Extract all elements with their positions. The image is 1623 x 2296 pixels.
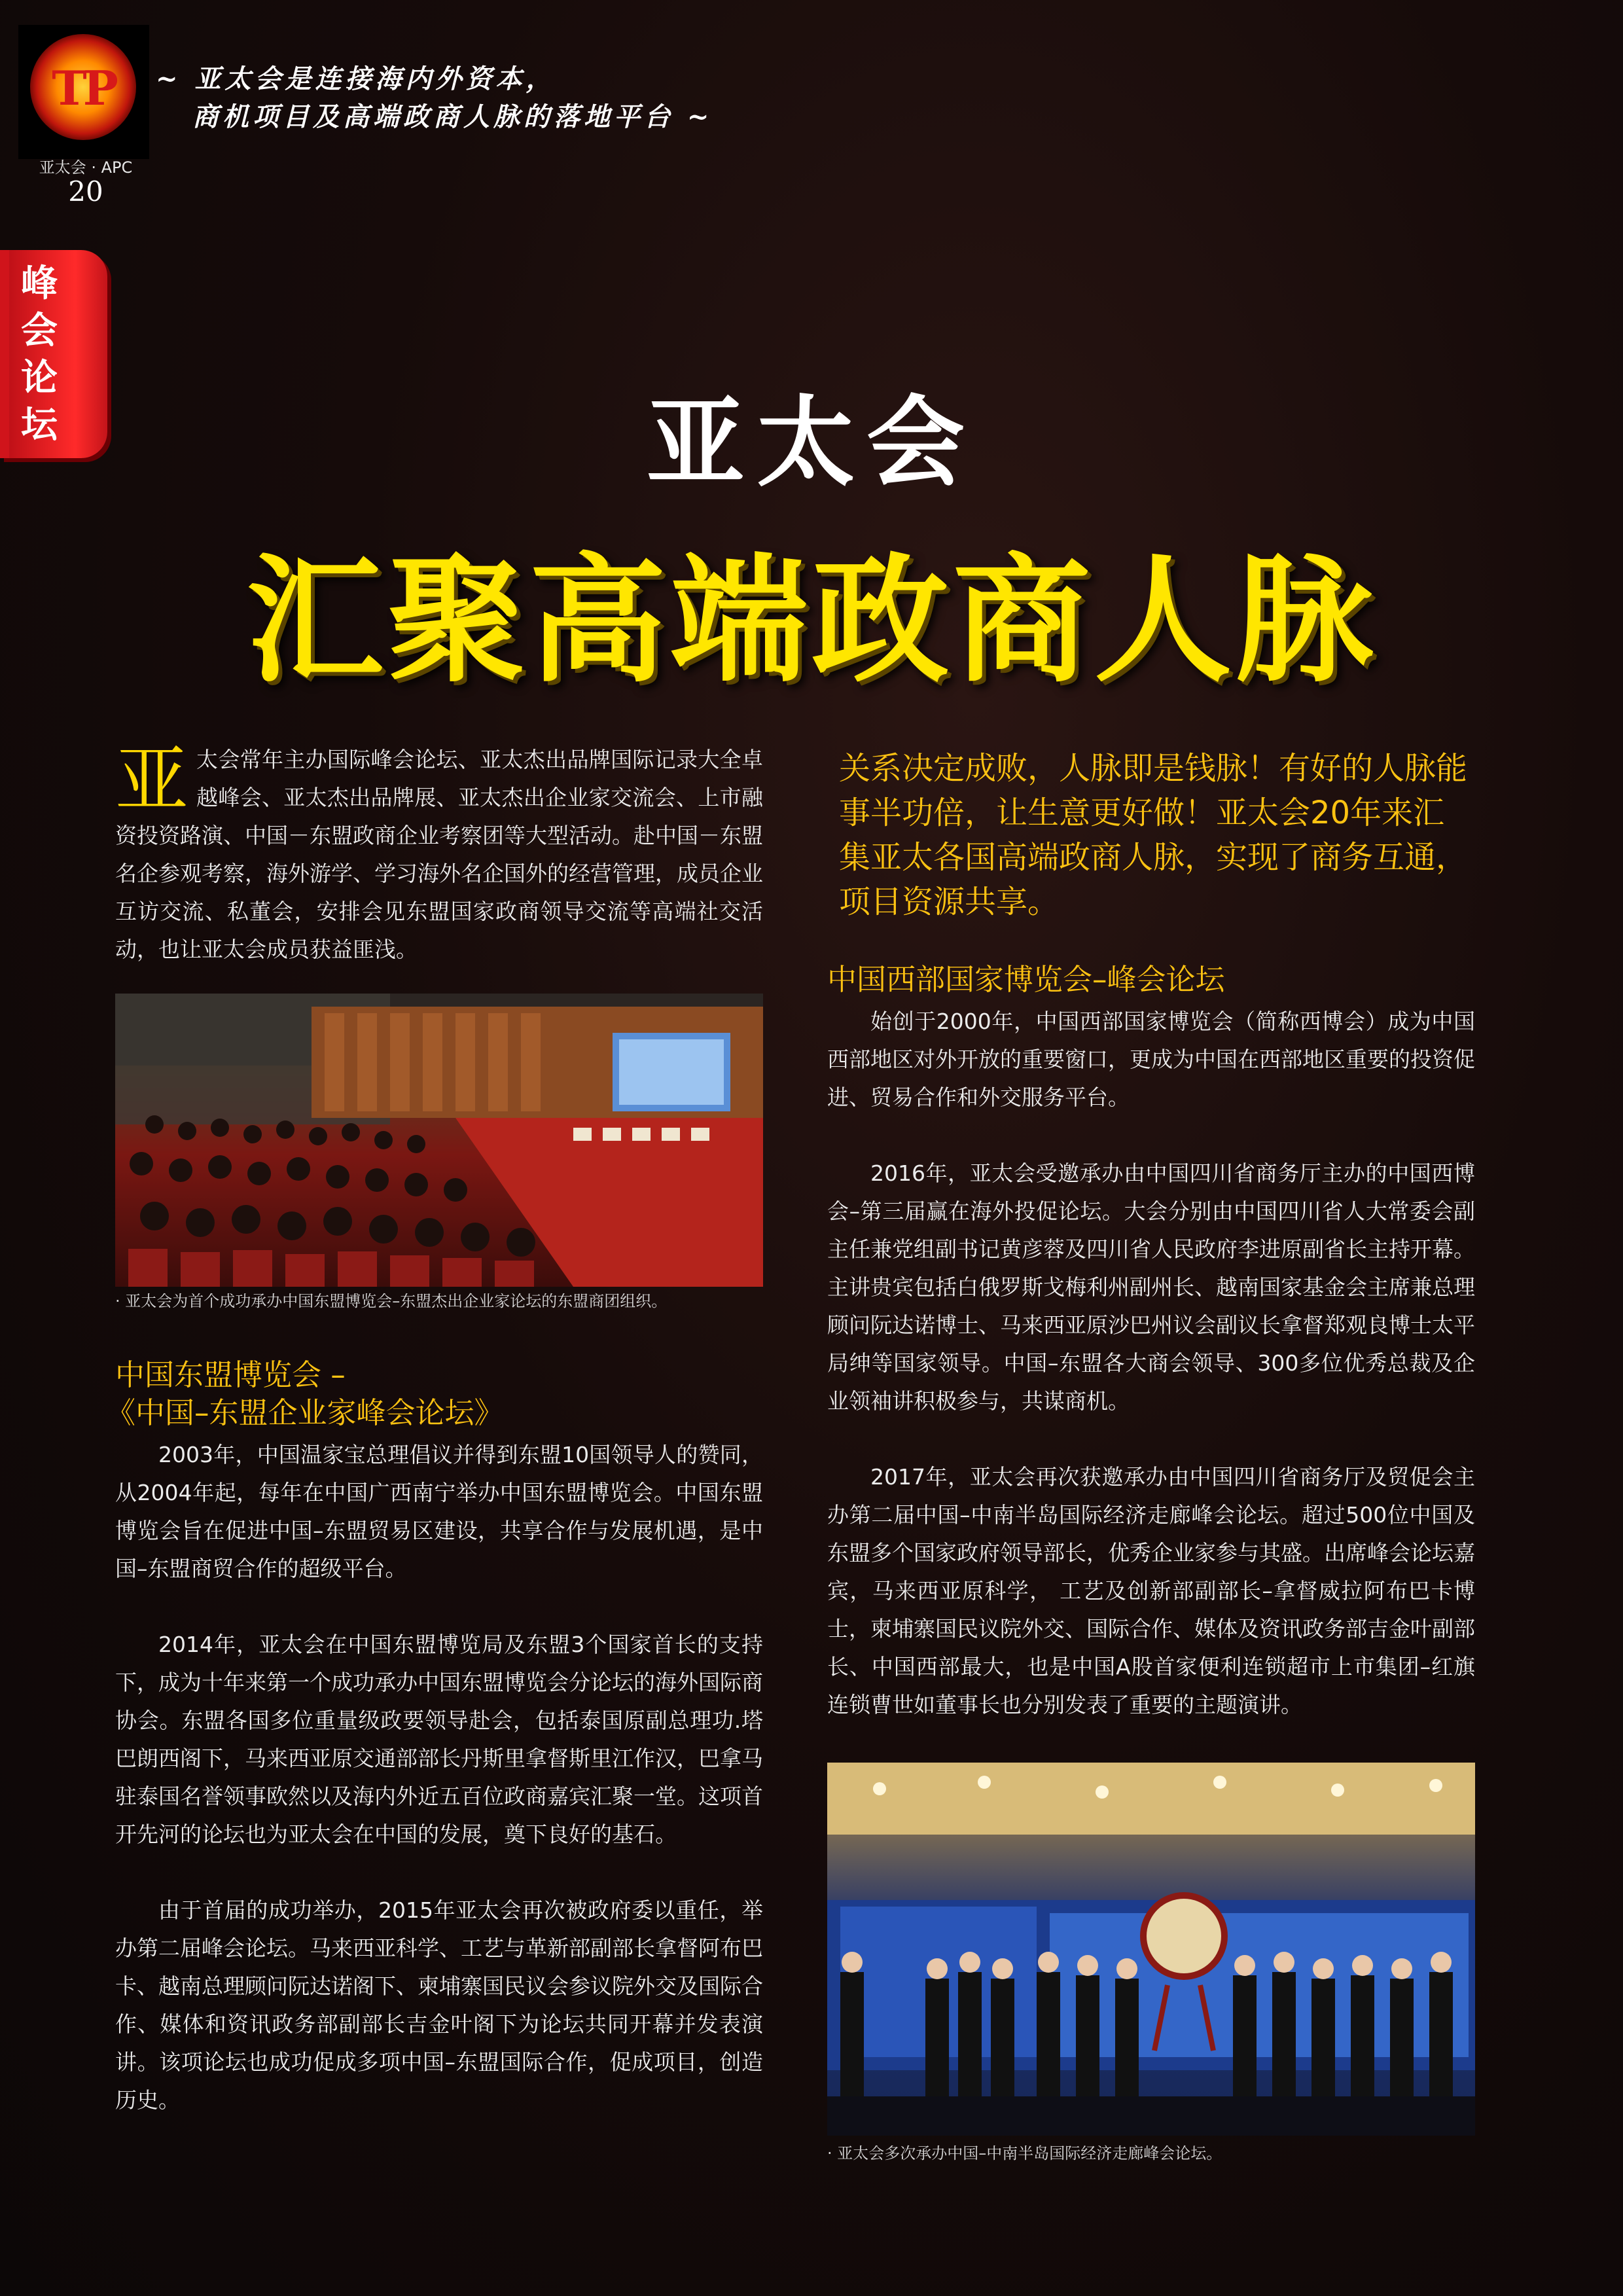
logo-text: TP bbox=[52, 60, 115, 116]
section-right-heading: 中国西部国家博览会–峰会论坛 bbox=[827, 962, 1225, 997]
intro-text: 太会常年主办国际峰会论坛、亚太杰出品牌国际记录大全卓越峰会、亚太杰出品牌展、亚太杰出企业家交流会、上市融资投资路演、中国－东盟政商企业考察团等大型活动。赴中国－东盟名企参观考察，海外游学、学习海外名企国外的经营管理，成员企业互访交流、私董会，安排会见东盟国家政商领导交流等高端社交活动，也让亚太会成员获益匪浅。 bbox=[115, 747, 763, 962]
section-right-paragraph-2: 2016年，亚太会受邀承办由中国四川省商务厅主办的中国西博会–第三届赢在海外投促论坛。大会分别由中国四川省人大常委会副主任兼党组副书记黄彦蓉及四川省人民政府李进原副省长主持开幕。主讲贵宾包括白俄罗斯戈梅利州副州长、越南国家基金会主席兼总理顾问阮达诺博士、马来西亚原沙巴州议会副议长拿督郑观良博士太平局绅等国家领导。中国–东盟各大商会领导、300多位优秀总裁及企业领袖讲积极参与，共谋商机。 bbox=[827, 1160, 1475, 1414]
section-left bbox=[106, 1356, 763, 2119]
logo-caption: 亚太会 · APC bbox=[39, 158, 133, 177]
section-tab-label: 峰会论坛 bbox=[21, 262, 58, 446]
conference-hall-photo bbox=[115, 994, 763, 1287]
section-right-paragraph-3: 2017年，亚太会再次获邀承办由中国四川省商务厅及贸促会主办第二届中国–中南半岛国际经济走廊峰会论坛。超过500位中国及东盟多个国家政府领导部长，优秀企业家参与其盛。出席峰会论坛嘉宾，马来西亚原科学， 工艺及创新部副部长–拿督威拉阿布巴卡博士，柬埔寨国民议院外交、国际合作、媒体及资讯政务部吉金叶副部长、中国西部最大，也是中国A股首家便利连锁超市上市集团–红旗连锁曹世如董事长也分别发表了重要的主题演讲。 bbox=[827, 1464, 1475, 1717]
section-left-heading-1: 中国东盟博览会 – bbox=[115, 1357, 346, 1392]
forum-stage-illustration bbox=[827, 1763, 1475, 2136]
photo1-caption: · 亚太会为首个成功承办中国东盟博览会–东盟杰出企业家论坛的东盟商团组织。 bbox=[115, 1292, 668, 1310]
section-right-paragraph-1: 始创于2000年，中国西部国家博览会（简称西博会）成为中国西部地区对外开放的重要窗口，更成为中国在西部地区重要的投资促进、贸易合作和外交服务平台。 bbox=[827, 1009, 1475, 1110]
section-left-paragraph-2: 2014年，亚太会在中国东盟博览局及东盟3个国家首长的支持下，成为十年来第一个成功承办中国东盟博览会分论坛的海外国际商协会。东盟各国多位重量级政要领导赴会，包括泰国原副总理功.塔巴朗西阁下，马来西亚原交通部部长丹斯里拿督斯里江作汉，巴拿马驻泰国名誉领事欧然以及海内外近五百位政商嘉宾汇聚一堂。这项首开先河的论坛也为亚太会在中国的发展，奠下良好的基石。 bbox=[115, 1632, 763, 1847]
drop-cap: 亚 bbox=[115, 738, 188, 823]
page-title: 亚太会 bbox=[646, 385, 976, 500]
section-left-paragraph-3: 由于首届的成功举办，2015年亚太会再次被政府委以重任，举办第二届峰会论坛。马来西亚科学、工艺与革新部副部长拿督阿布巴卡、越南总理顾问阮达诺阁下、柬埔寨国民议会参议院外交及国际合作、媒体和资讯政务部副部长吉金叶阁下为论坛共同开幕并发表演讲。该项论坛也成功促成多项中国–东盟国际合作，促成项目，创造历史。 bbox=[115, 1897, 763, 2113]
forum-stage-photo bbox=[827, 1763, 1475, 2136]
photo2-caption: · 亚太会多次承办中国–中南半岛国际经济走廊峰会论坛。 bbox=[827, 2144, 1222, 2162]
tagline bbox=[156, 60, 713, 136]
pull-quote: 关系决定成败，人脉即是钱脉！有好的人脉能事半功倍，让生意更好做！亚太会20年来汇集亚太各国高端政商人脉，实现了商务互通，项目资源共享。 bbox=[839, 750, 1468, 920]
intro-paragraph bbox=[115, 738, 763, 969]
page-number: 20 bbox=[68, 175, 103, 207]
tagline-line-2: 商机项目及高端政商人脉的落地平台 ~ bbox=[192, 101, 713, 132]
section-left-paragraph-1: 2003年，中国温家宝总理倡议并得到东盟10国领导人的赞同，从2004年起，每年在中国广西南宁举办中国东盟博览会。中国东盟博览会旨在促进中国–东盟贸易区建设，共享合作与发展机遇，是中国–东盟商贸合作的超级平台。 bbox=[115, 1442, 763, 1581]
section-left-heading-2: 《中国–东盟企业家峰会论坛》 bbox=[106, 1395, 504, 1430]
conference-hall-illustration bbox=[115, 994, 763, 1287]
section-right bbox=[827, 961, 1475, 1724]
tagline-line-1: ~ 亚太会是连接海内外资本， bbox=[156, 63, 556, 94]
page-headline: 汇聚高端政商人脉 bbox=[245, 539, 1377, 701]
